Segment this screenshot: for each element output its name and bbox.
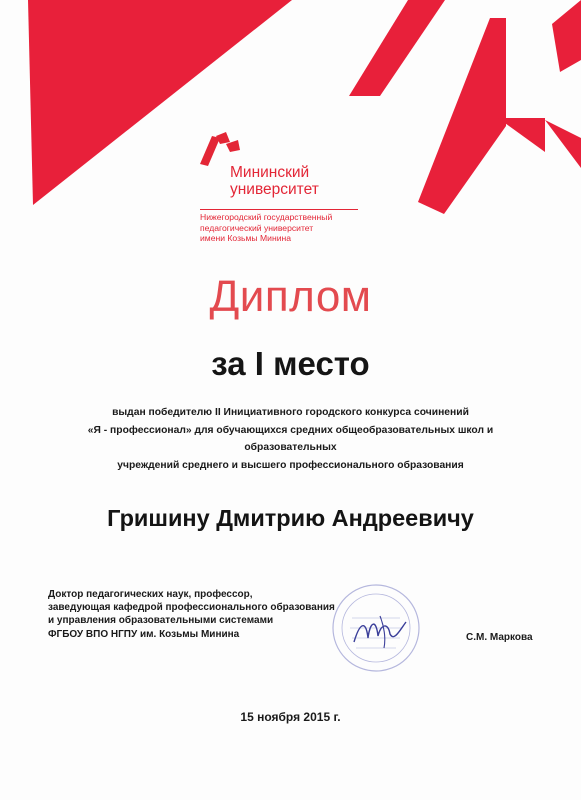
red-shape-right-top	[418, 18, 506, 214]
recipient-name: Гришину Дмитрию Андреевичу	[107, 505, 474, 531]
brand-divider	[200, 209, 358, 210]
signer-line: и управления образовательными системами	[48, 615, 274, 627]
diploma-title: Диплом	[209, 272, 372, 321]
issued-line: учреждений среднего и высшего профессионального образования	[117, 459, 464, 471]
university-subtitle: Нижегородский государственный педагогический университет имени Козьмы Минина	[200, 212, 333, 243]
red-shape-right-edge	[552, 0, 581, 72]
issue-date: 15 ноября 2015 г.	[240, 710, 341, 724]
place-heading: за I место	[211, 345, 370, 382]
signer-name: С.М. Маркова	[466, 632, 533, 643]
signer-line: Доктор педагогических наук, профессор,	[48, 589, 253, 600]
red-shape-right-band	[349, 0, 445, 96]
red-triangle-small	[545, 120, 581, 168]
handwritten-signature	[350, 612, 410, 652]
issued-line: «Я - профессионал» для обучающихся средних общеобразовательных школ и образовательных	[87, 424, 494, 453]
issued-line: выдан победителю II Инициативного городского конкурса сочинений	[112, 407, 469, 418]
issued-text	[60, 404, 521, 474]
signer-line: ФГБОУ ВПО НГПУ им. Козьмы Минина	[48, 628, 240, 640]
university-logo-icon	[196, 128, 242, 168]
university-name: Мининский университет	[230, 164, 319, 198]
signer-line: заведующая кафедрой профессионального образования	[48, 602, 335, 614]
signer-title	[48, 588, 368, 641]
